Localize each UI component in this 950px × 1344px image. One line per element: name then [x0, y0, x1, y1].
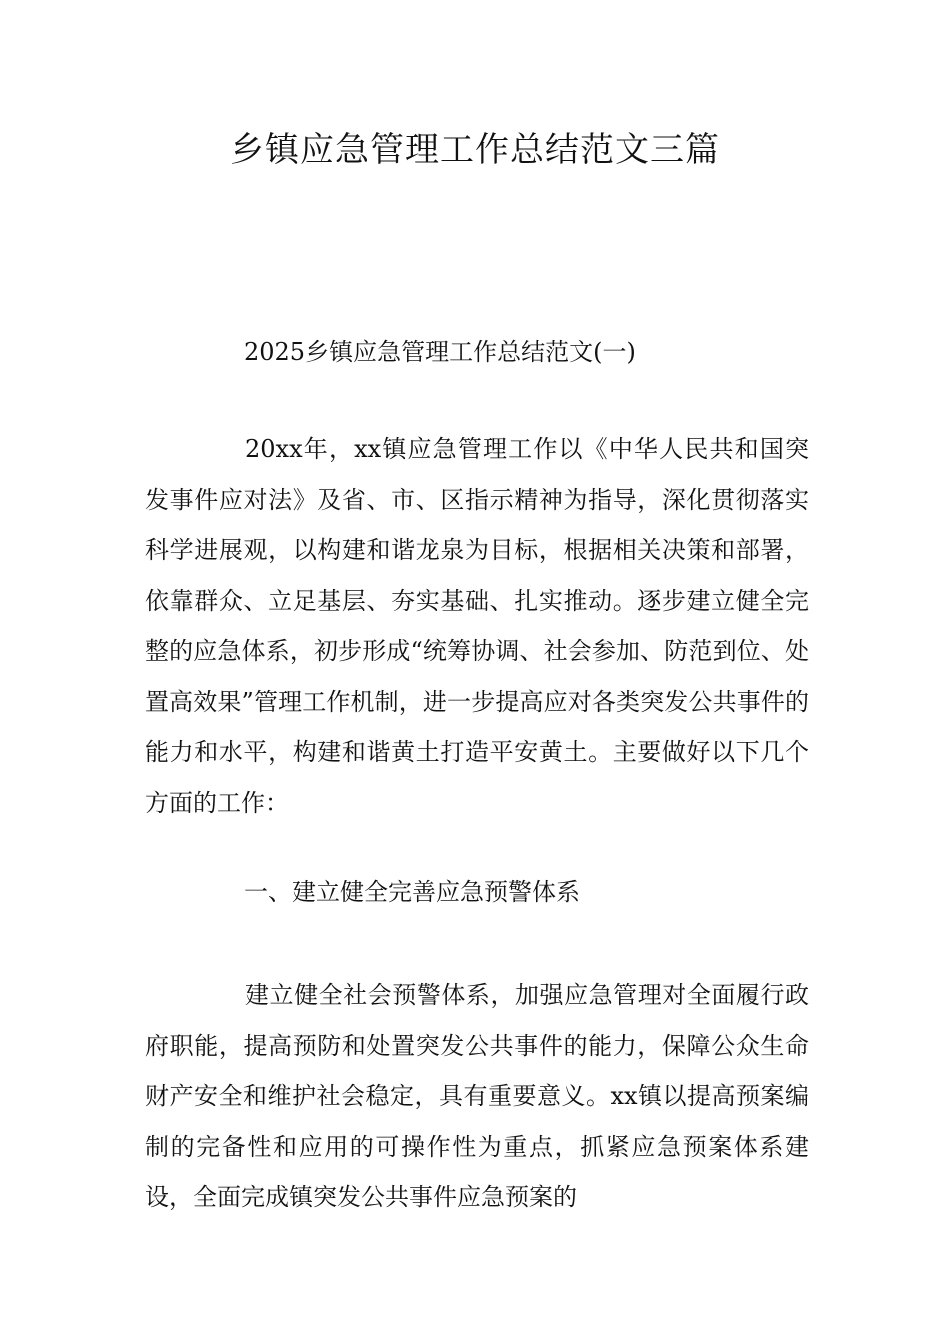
document-subtitle: 2025乡镇应急管理工作总结范文(一): [244, 338, 636, 366]
section-heading-1: 一、建立健全完善应急预警体系: [244, 878, 580, 906]
paragraph-section-1: 建立健全社会预警体系，加强应急管理对全面履行政府职能，提高预防和处置突发公共事件的能力，保障公众生命财产安全和维护社会稳定，具有重要意义。xx镇以提高预案编制的完备性和应用的可操作性为重点，抓紧应急预案体系建设，全面完成镇突发公共事件应急预案的: [145, 981, 809, 1211]
paragraph-intro: 20xx年，xx镇应急管理工作以《中华人民共和国突发事件应对法》及省、市、区指示精神为指导，深化贯彻落实科学进展观，以构建和谐龙泉为目标，根据相关决策和部署，依靠群众、立足基层、夯实基础、扎实推动。逐步建立健全完整的应急体系，初步形成“统筹协调、社会参加、防范到位、处置高效果”管理工作机制，进一步提高应对各类突发公共事件的能力和水平，构建和谐黄土打造平安黄土。主要做好以下几个方面的工作：: [145, 435, 809, 817]
document-title: 乡镇应急管理工作总结范文三篇: [230, 130, 720, 170]
